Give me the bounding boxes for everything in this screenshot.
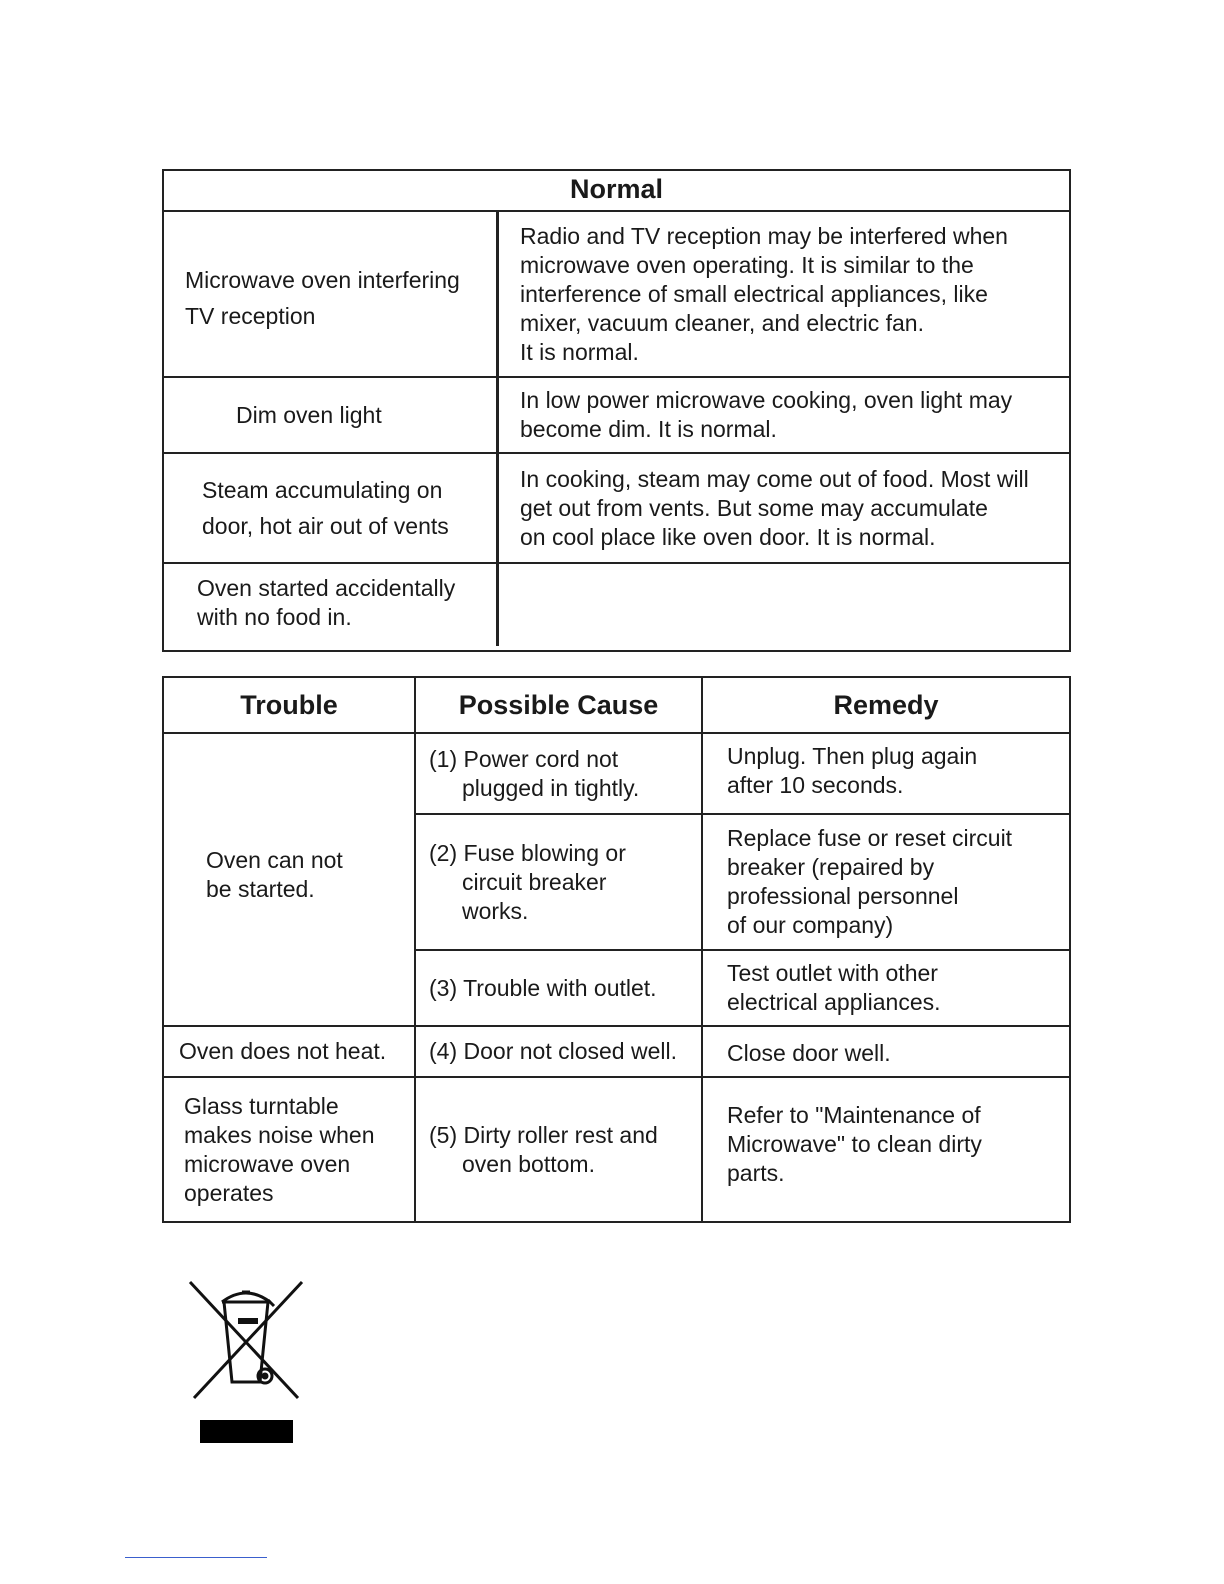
cause-remedy-row (416, 734, 1069, 813)
remedy-text: Unplug. Then plug again after 10 seconds. (727, 742, 978, 798)
remedy-text: Close door well. (727, 1040, 891, 1066)
trouble-table (162, 676, 1071, 1223)
header-possible-cause: Possible Cause (416, 678, 703, 732)
normal-explanation: In low power microwave cooking, oven light may become dim. It is normal. (520, 387, 1013, 442)
weee-black-bar (200, 1420, 293, 1443)
normal-row (164, 452, 1069, 562)
normal-symptom: Steam accumulating on door, hot air out of vents (202, 477, 449, 539)
trouble-text: Oven can not be started. (206, 846, 343, 902)
header-trouble: Trouble (164, 678, 416, 732)
trouble-table-header (164, 678, 1069, 732)
normal-explanation: In cooking, steam may come out of food. Most will get out from vents. But some may accumulate on cool place like oven door. It is normal. (520, 465, 1029, 550)
cause-remedy-row (416, 813, 1069, 949)
cause-remedy-row (416, 949, 1069, 1025)
footer-link-underline (125, 1557, 267, 1558)
crossed-out-wheelie-bin-icon (186, 1278, 306, 1403)
remedy-text: Test outlet with other electrical appliances. (727, 960, 941, 1015)
normal-symptom: Dim oven light (236, 401, 382, 428)
cause-text: (3) Trouble with outlet. (429, 974, 657, 1001)
normal-symptom: Microwave oven interfering TV reception (185, 267, 460, 329)
trouble-text: Oven does not heat. (179, 1038, 387, 1064)
cause-text: (2) Fuse blowing or circuit breaker works. (429, 839, 626, 924)
normal-explanation-empty (499, 564, 1069, 650)
normal-explanation: Radio and TV reception may be interfered when microwave oven operating. It is similar to the interference of small electrical appliances, like mixer, vacuum cleaner, and electric fan. It is normal. (520, 222, 1008, 365)
cause-text: (4) Door not closed well. (429, 1038, 677, 1064)
cause-text: (1) Power cord not plugged in tightly. (429, 745, 640, 801)
trouble-group (164, 732, 1069, 1025)
normal-table-title: Normal (569, 174, 664, 204)
normal-row (164, 210, 1069, 376)
remedy-text: Refer to "Maintenance of Microwave" to clean dirty parts. (727, 1102, 982, 1186)
normal-row (164, 376, 1069, 452)
trouble-text: Glass turntable makes noise when microwave oven operates (184, 1092, 375, 1206)
normal-row (164, 562, 1069, 650)
normal-symptom: Oven started accidentally with no food in. (197, 575, 456, 630)
remedy-text: Replace fuse or reset circuit breaker (repaired by professional personnel of our company) (727, 825, 1013, 938)
cause-text: (5) Dirty roller rest and oven bottom. (429, 1121, 658, 1177)
normal-table (162, 169, 1071, 652)
trouble-group (164, 1076, 1069, 1221)
header-remedy: Remedy (833, 689, 939, 720)
